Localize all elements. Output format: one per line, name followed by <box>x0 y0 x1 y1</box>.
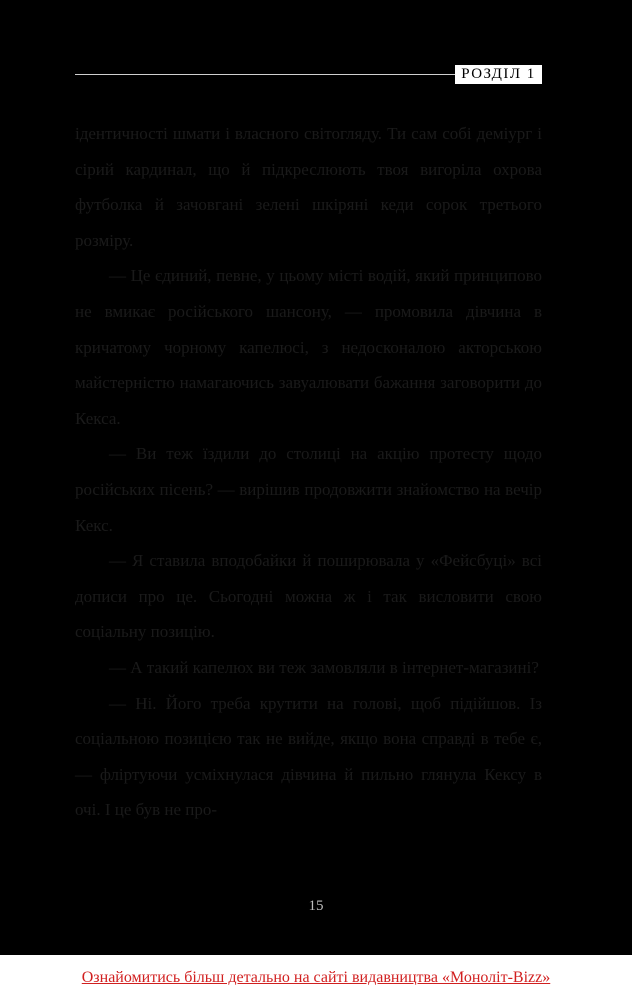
chapter-label: РОЗДІЛ 1 <box>455 65 542 84</box>
paragraph: ідентичності шмати і власного світогляду. Ти сам собі деміург і сірий кардинал, що й підкреслюють твоя вигоріла охрова футболка й зачовгані зелені шкіряні кеди сорок третього розміру. <box>75 124 542 250</box>
body-text <box>75 116 542 828</box>
paragraph: — Ви теж їздили до столиці на акцію протесту щодо російських пісень? — вирішив продовжити знайомство на вечір Кекс. <box>75 444 542 535</box>
header-rule <box>75 74 455 75</box>
paragraph: — А такий капелюх ви теж замовляли в інтернет-магазині? <box>109 657 539 677</box>
footer-bar <box>0 955 632 1000</box>
paragraph: — Це єдиний, певне, у цьому місті водій, який принципово не вмикає російського шансону, — промовила дівчина в кричатому чорному капелюсі, з недосконалою акторською майстерністю намагаючись завуалювати бажання заговорити до Кекса. <box>75 266 542 428</box>
publisher-link[interactable]: Ознайомитись більш детально на сайті видавництва «Моноліт-Bizz» <box>81 969 551 986</box>
paragraph: — Ні. Його треба крутити на голові, щоб підійшов. Із соціальною позицією так не вийде, якщо вона справді в тебе є, — фліртуючи усміхнулася дівчина й пильно глянула Кексу в очі. І це був не про- <box>75 693 542 820</box>
page-number: 15 <box>308 898 324 914</box>
paragraph: — Я ставила вподобайки й поширювала у «Фейсбуці» всі дописи про це. Сьогодні можна ж і так висловити свою соціальну позицію. <box>75 551 542 642</box>
